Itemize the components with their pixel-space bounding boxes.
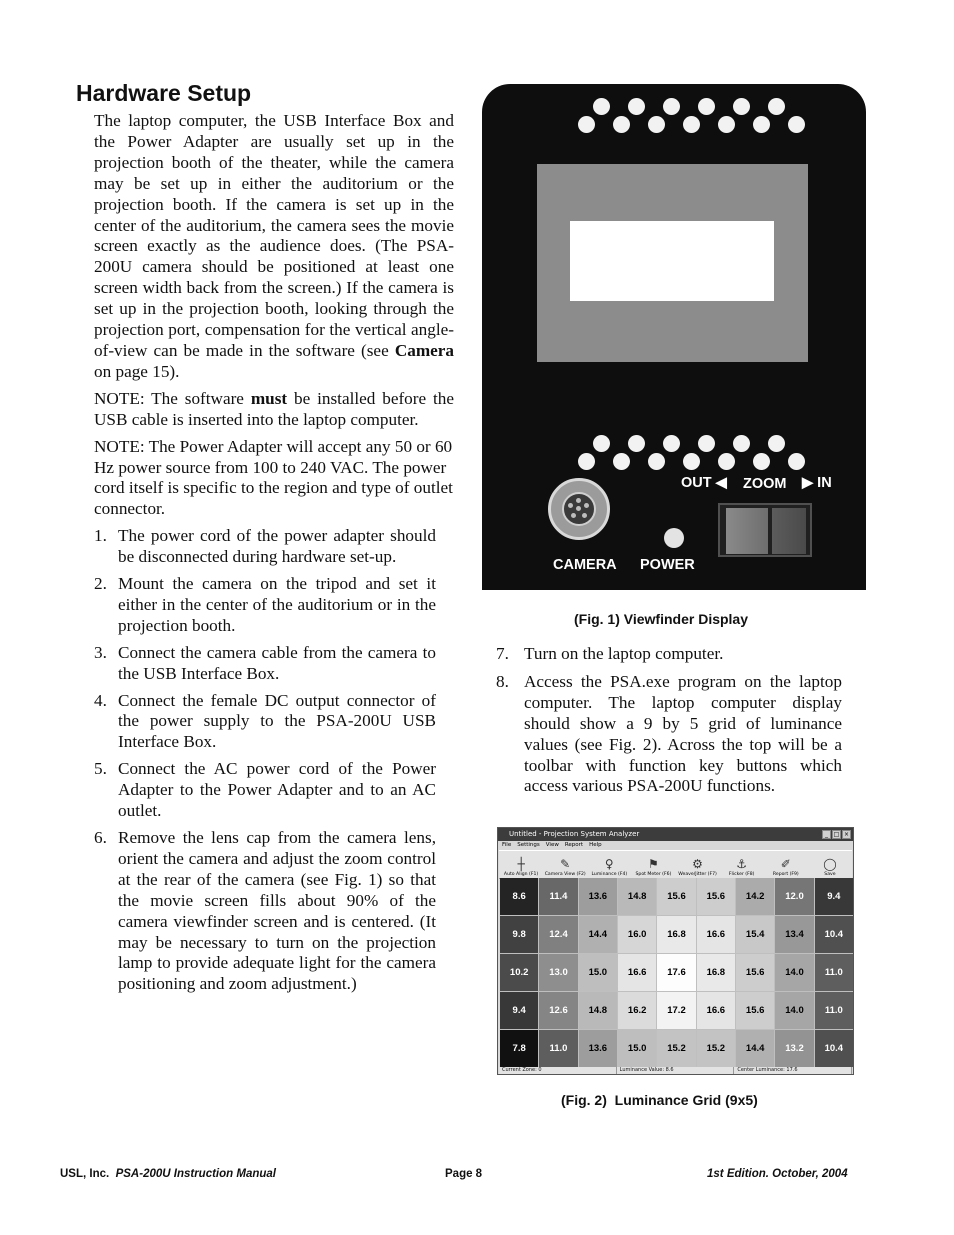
vent-hole <box>718 453 735 470</box>
luminance-cell: 15.2 <box>697 1030 735 1067</box>
zoom-label: ZOOM <box>743 476 787 492</box>
toolbar-label: Luminance (F4) <box>591 872 628 877</box>
report-icon: ✐ <box>780 857 791 871</box>
viewfinder-display-figure <box>482 84 866 590</box>
vent-hole <box>698 98 715 115</box>
camera-connector-icon <box>548 478 610 540</box>
vent-hole <box>698 435 715 452</box>
toolbar-label: Auto Align (F1) <box>503 872 539 877</box>
footer-company: USL, Inc. <box>60 1168 110 1180</box>
app-menu-bar <box>502 841 602 850</box>
luminance-cell: 16.6 <box>697 992 735 1029</box>
footer-edition-text: 1st Edition. October, 2004 <box>707 1168 848 1180</box>
vent-hole <box>683 116 700 133</box>
luminance-cell: 7.8 <box>500 1030 538 1067</box>
zoom-switch-knob-shadow <box>772 508 806 554</box>
lightbulb-icon: ♀ <box>604 857 614 871</box>
vent-hole <box>663 435 680 452</box>
list-item <box>94 643 454 685</box>
step-number: 7. <box>496 644 509 663</box>
list-item <box>496 644 842 665</box>
vent-hole <box>578 453 595 470</box>
step-number: 6. <box>94 828 107 847</box>
luminance-cell: 11.4 <box>539 878 577 915</box>
status-field: Current Zone: 0 <box>499 1067 617 1074</box>
app-title: Untitled - Projection System Analyzer <box>509 830 640 838</box>
vent-hole <box>648 453 665 470</box>
list-item <box>94 691 454 754</box>
vent-hole <box>593 98 610 115</box>
footer-left <box>60 1168 276 1180</box>
window-controls <box>822 830 851 839</box>
viewfinder-screen <box>570 221 774 301</box>
toolbar-button <box>676 851 720 878</box>
luminance-cell: 8.6 <box>500 878 538 915</box>
note1-bold-must: must <box>250 388 288 408</box>
note-software <box>94 389 454 431</box>
toolbar-button <box>764 851 808 878</box>
luminance-cell: 15.6 <box>657 878 695 915</box>
connector-pin <box>568 503 573 508</box>
vent-hole <box>768 98 785 115</box>
intro-bold-camera: Camera <box>394 340 454 360</box>
right-column <box>496 644 842 803</box>
connector-pin <box>584 503 589 508</box>
luminance-cell: 15.4 <box>736 916 774 953</box>
vent-hole <box>663 98 680 115</box>
power-label: POWER <box>640 557 695 573</box>
step-text: The power cord of the power adapter should be disconnected during hardware set-up. <box>118 526 436 567</box>
zoom-switch-knob <box>726 508 768 554</box>
luminance-cell: 16.8 <box>657 916 695 953</box>
connector-pin <box>576 498 581 503</box>
luminance-cell: 13.2 <box>775 1030 813 1067</box>
intro-text-a: The laptop computer, the USB Interface Box and the Power Adapter are usually set up in the projection booth of the theater, while the camera may be set up in either the auditorium or the projection booth. If the camera is set up in the center of the auditorium, the camera sees the movie screen exactly as the audience does. (The PSA-200U camera should be positioned at least one screen width back from the screen.) If the camera is set up in the projection booth, looking through the projection port, compensation for the vertical angle-of-view can be made in the software (see <box>94 111 454 360</box>
toolbar-label: Spot Meter (F6) <box>635 872 672 877</box>
list-item <box>94 526 454 568</box>
vent-hole <box>733 435 750 452</box>
luminance-cell: 16.6 <box>618 954 656 991</box>
vent-hole <box>788 453 805 470</box>
step-number: 2. <box>94 574 107 594</box>
intro-paragraph <box>94 111 454 383</box>
luminance-cell: 14.0 <box>775 954 813 991</box>
toolbar-label: Camera View (F2) <box>544 872 586 877</box>
luminance-cell: 10.2 <box>500 954 538 991</box>
flicker-icon: ⚓ <box>736 857 748 871</box>
app-title-bar <box>498 828 853 841</box>
toolbar-button <box>543 851 587 878</box>
luminance-cell: 15.6 <box>736 992 774 1029</box>
step-text: Mount the camera on the tripod and set it either in the center of the auditorium or in the projection booth. <box>118 574 436 635</box>
steps-list-right <box>496 644 842 797</box>
luminance-cell: 10.4 <box>815 1030 853 1067</box>
step-number: 4. <box>94 690 107 710</box>
step-text: Connect the camera cable from the camera to the USB Interface Box. <box>118 642 436 683</box>
luminance-cell: 15.0 <box>579 954 617 991</box>
menu-item-help: Help <box>589 842 602 848</box>
vent-hole <box>593 435 610 452</box>
luminance-cell: 15.2 <box>657 1030 695 1067</box>
note1-text-b: be installed before the USB cable is inserted into the laptop computer. <box>94 388 454 429</box>
toolbar-button <box>631 851 675 878</box>
zoom-in-label: ▶ IN <box>802 475 832 491</box>
maximize-icon: □ <box>833 831 840 838</box>
toolbar-button <box>499 851 543 878</box>
camera-label: CAMERA <box>553 557 617 573</box>
vent-hole <box>788 116 805 133</box>
luminance-cell: 16.6 <box>697 916 735 953</box>
save-icon: ◯ <box>823 857 837 871</box>
connector-pin <box>576 506 581 511</box>
luminance-cell: 16.8 <box>697 954 735 991</box>
vent-hole <box>733 98 750 115</box>
luminance-cell: 14.0 <box>775 992 813 1029</box>
zoom-switch <box>718 503 812 557</box>
luminance-cell: 17.6 <box>657 954 695 991</box>
luminance-cell: 16.0 <box>618 916 656 953</box>
status-field: Luminance Value: 8.6 <box>617 1067 735 1074</box>
connector-pin <box>571 513 576 518</box>
luminance-cell: 11.0 <box>539 1030 577 1067</box>
luminance-cell: 10.4 <box>815 916 853 953</box>
page-heading: Hardware Setup <box>76 80 252 106</box>
toolbar-label: Report (F9) <box>772 872 799 877</box>
note1-text-a: NOTE: The software <box>94 388 251 408</box>
projector-icon: ⚙ <box>692 857 703 871</box>
vent-hole <box>753 116 770 133</box>
spot-meter-icon: ⚑ <box>648 857 659 871</box>
luminance-cell: 9.4 <box>815 878 853 915</box>
crosshair-icon: ┼ <box>517 857 525 871</box>
luminance-cell: 13.6 <box>579 1030 617 1067</box>
footer-page: Page 8 <box>445 1168 483 1180</box>
luminance-cell: 11.0 <box>815 954 853 991</box>
viewfinder-screen-frame <box>537 164 808 362</box>
fig1-caption: (Fig. 1) Viewfinder Display <box>574 611 749 627</box>
step-number: 1. <box>94 526 107 546</box>
luminance-cell: 12.0 <box>775 878 813 915</box>
left-column <box>94 111 454 1001</box>
luminance-cell: 15.6 <box>736 954 774 991</box>
vent-hole <box>613 453 630 470</box>
luminance-cell: 9.8 <box>500 916 538 953</box>
toolbar-label: Save <box>824 872 836 877</box>
vent-hole <box>753 453 770 470</box>
luminance-cell: 13.4 <box>775 916 813 953</box>
vent-hole <box>683 453 700 470</box>
zoom-out-label: OUT ◀ <box>681 475 727 491</box>
footer-edition <box>707 1168 848 1180</box>
luminance-cell: 15.0 <box>618 1030 656 1067</box>
vent-hole <box>768 435 785 452</box>
menu-item-report: Report <box>564 842 584 848</box>
list-item <box>94 828 454 995</box>
luminance-cell: 14.4 <box>579 916 617 953</box>
step-number: 5. <box>94 759 107 779</box>
app-toolbar <box>499 850 852 879</box>
luminance-grid <box>500 878 853 1067</box>
list-item <box>496 672 842 797</box>
step-number: 3. <box>94 642 107 662</box>
minimize-icon: _ <box>822 830 831 839</box>
step-number: 8. <box>496 671 509 691</box>
fig2-caption: (Fig. 2) Luminance Grid (9x5) <box>561 1092 758 1108</box>
vent-hole <box>718 116 735 133</box>
luminance-cell: 12.6 <box>539 992 577 1029</box>
close-icon: × <box>843 831 850 838</box>
vent-hole <box>628 98 645 115</box>
step-text: Turn on the laptop computer. <box>524 644 724 663</box>
luminance-cell: 16.2 <box>618 992 656 1029</box>
luminance-cell: 14.8 <box>579 992 617 1029</box>
luminance-cell: 13.6 <box>579 878 617 915</box>
vent-hole <box>648 116 665 133</box>
list-item <box>94 574 454 637</box>
step-text: Connect the female DC output connector of the power supply to the PSA-200U USB Interface Box. <box>118 690 436 752</box>
luminance-cell: 9.4 <box>500 992 538 1029</box>
step-text: Connect the AC power cord of the Power Adapter to the Power Adapter and to an AC outlet. <box>118 759 436 821</box>
list-item <box>94 759 454 822</box>
intro-text-b: on page 15). <box>94 361 180 381</box>
menu-item-view: View <box>545 842 559 848</box>
luminance-cell: 12.4 <box>539 916 577 953</box>
connector-socket <box>562 492 596 526</box>
luminance-cell: 14.8 <box>618 878 656 915</box>
luminance-cell: 14.2 <box>736 878 774 915</box>
toolbar-button <box>720 851 764 878</box>
menu-item-settings: Settings <box>517 842 540 848</box>
software-screenshot-figure <box>497 827 854 1075</box>
footer-manual: PSA-200U Instruction Manual <box>115 1168 276 1180</box>
steps-list-left <box>94 526 454 995</box>
menu-item-file: File <box>502 842 512 848</box>
vent-hole <box>628 435 645 452</box>
status-field: Center Luminance: 17.6 <box>734 1067 852 1074</box>
toolbar-label: Flicker (F8) <box>728 872 755 877</box>
note-power: NOTE: The Power Adapter will accept any 50 or 60 Hz power source from 100 to 240 VAC. The power cord itself is specific to the region and type of outlet connector. <box>94 436 453 519</box>
vent-hole <box>578 116 595 133</box>
connector-pin <box>582 513 587 518</box>
luminance-cell: 15.6 <box>697 878 735 915</box>
vent-hole <box>613 116 630 133</box>
app-status-bar <box>499 1067 852 1074</box>
step-text: Remove the lens cap from the camera lens, orient the camera and adjust the zoom control at the rear of the camera (see Fig. 1) so that the movie screen fills about 90% of the camera viewfinder screen and is centered. (It may be necessary to turn on the projection lamp to provide adequate light for the camera positioning and zoom adjustment.) <box>118 828 436 994</box>
toolbar-button <box>808 851 852 878</box>
toolbar-label: Weave/Jitter (F7) <box>678 872 717 877</box>
camera-icon: ✎ <box>560 857 571 871</box>
luminance-cell: 14.4 <box>736 1030 774 1067</box>
luminance-cell: 13.0 <box>539 954 577 991</box>
power-led-icon <box>664 528 684 548</box>
toolbar-button <box>587 851 631 878</box>
step-text: Access the PSA.exe program on the laptop computer. The laptop computer display should show a 9 by 5 grid of luminance values (see Fig. 2). Across the top will be a toolbar with function key buttons which access various PSA-200U functions. <box>524 671 842 796</box>
luminance-cell: 17.2 <box>657 992 695 1029</box>
luminance-cell: 11.0 <box>815 992 853 1029</box>
